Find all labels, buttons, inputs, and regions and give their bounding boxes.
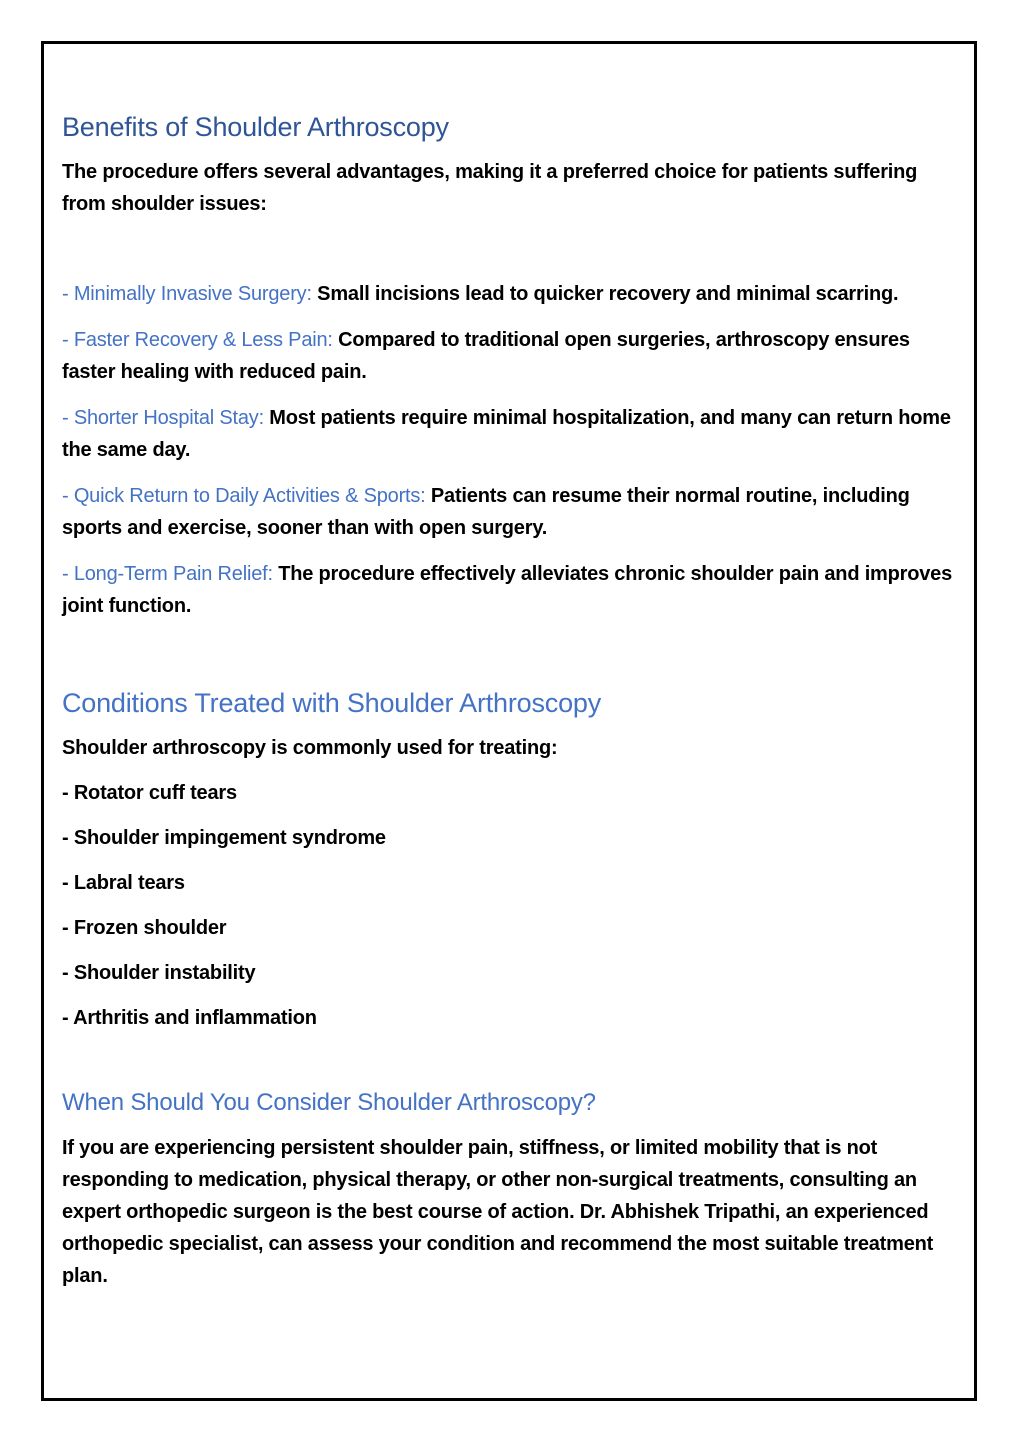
benefits-list (62, 278, 952, 622)
benefit-label: - Shorter Hospital Stay: (62, 407, 264, 429)
condition-item: - Shoulder instability (62, 962, 256, 984)
conditions-heading: Conditions Treated with Shoulder Arthroscopy (62, 688, 602, 718)
conditions-list (62, 777, 952, 1034)
benefit-item-faster-recovery (62, 324, 952, 388)
condition-item: - Labral tears (62, 872, 185, 894)
benefit-text: Most patients require minimal hospitalization, and many can return home the same day. (62, 407, 951, 461)
benefit-label: - Minimally Invasive Surgery: (62, 283, 312, 305)
benefit-text: Compared to traditional open surgeries, arthroscopy ensures faster healing with reduced pain. (62, 329, 910, 383)
condition-item: - Rotator cuff tears (62, 782, 237, 804)
benefit-text: Small incisions lead to quicker recovery and minimal scarring. (311, 283, 899, 305)
benefit-text: The procedure effectively alleviates chronic shoulder pain and improves joint function. (62, 563, 953, 617)
conditions-intro: Shoulder arthroscopy is commonly used for treating: (62, 737, 558, 759)
benefit-item-pain-relief (62, 558, 952, 622)
condition-item: - Frozen shoulder (62, 917, 227, 939)
benefit-item-quick-return (62, 480, 952, 544)
when-paragraph: If you are experiencing persistent shoulder pain, stiffness, or limited mobility that is not responding to medication, physical therapy, or other non-surgical treatments, consulting an expert orthopedic surgeon is the best course of action. Dr. Abhishek Tripathi, an experienced orthopedic specialist, can assess your condition and recommend the most suitable treatment plan. (62, 1137, 934, 1287)
benefit-label: - Long-Term Pain Relief: (62, 563, 273, 585)
document-body (62, 108, 952, 1292)
benefits-heading: Benefits of Shoulder Arthroscopy (62, 112, 449, 142)
benefit-item-shorter-stay (62, 402, 952, 466)
benefits-section (62, 108, 952, 622)
condition-item: - Arthritis and inflammation (62, 1007, 317, 1029)
benefit-label: - Quick Return to Daily Activities & Sports: (62, 485, 426, 507)
condition-item: - Shoulder impingement syndrome (62, 827, 386, 849)
benefit-label: - Faster Recovery & Less Pain: (62, 329, 333, 351)
benefits-intro: The procedure offers several advantages, making it a preferred choice for patients suffering from shoulder issues: (62, 161, 918, 215)
benefit-text: Patients can resume their normal routine, including sports and exercise, sooner than with open surgery. (62, 485, 910, 539)
when-heading: When Should You Consider Shoulder Arthroscopy? (62, 1089, 596, 1116)
when-section (62, 1086, 952, 1292)
conditions-section (62, 684, 952, 1034)
benefit-item-minimally-invasive (62, 278, 952, 310)
